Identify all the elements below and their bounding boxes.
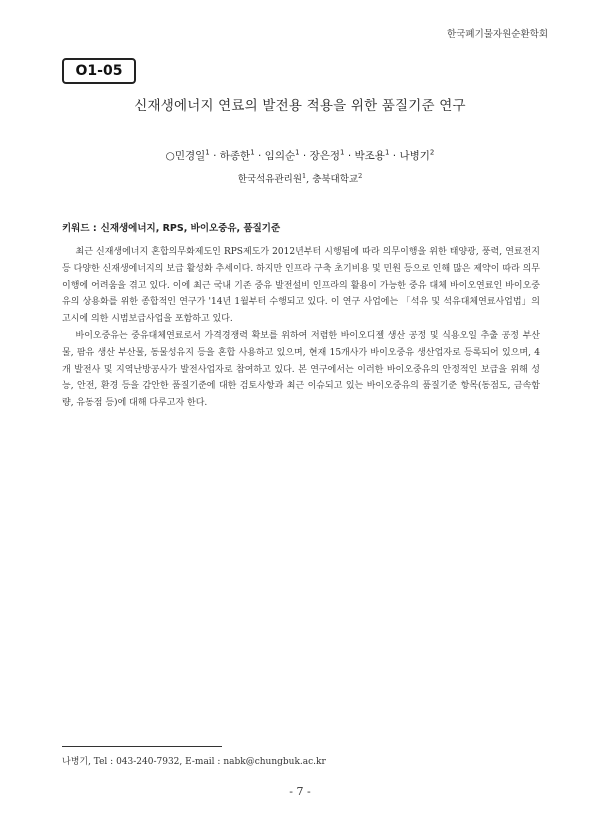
author-affil-mark: 1 <box>250 148 255 157</box>
affiliation-mark: 1 <box>302 171 307 180</box>
society-header: 한국폐기물자원순환학회 <box>447 29 548 40</box>
keywords-line <box>62 220 280 234</box>
abstract-paragraph: 바이오중유는 중유대체연료로서 가격경쟁력 확보를 위하여 저렴한 바이오디젤 생산 공정 및 식용오일 추출 공정 부산물, 팜유 생산 부산물, 동물성유지 등을 혼합 사용하고 있으며, 현재 15개사가 바이오중유 생산업자로 등록되어 있으며, 4개 발전사 및 지역난방공사가 발전사업자로 참여하고 있다. 본 연구에서는 이러한 바이오중유의 안정적인 보급을 위해 성능, 안전, 환경 등을 감안한 품질기준에 대한 검토사항과 최근 이슈되고 있는 바이오중유의 품질기준 항목(동점도, 금속함량, 유동점 등)에 대해 다루고자 한다. <box>62 330 540 409</box>
author-separator: · <box>389 150 400 162</box>
author-name: 박조용 <box>354 150 385 162</box>
author-name: 장은정 <box>309 150 341 162</box>
author-affil-mark: 1 <box>340 148 345 157</box>
author-name: 나병기 <box>399 150 430 162</box>
author-list <box>0 148 600 163</box>
abstract-paragraph: 최근 신재생에너지 혼합의무화제도인 RPS제도가 2012년부터 시행됨에 따라 의무이행을 위한 태양광, 풍력, 연료전지 등 다양한 신재생에너지의 보급 활성화 추세이다. 하지만 인프라 구축 초기비용 및 민원 등으로 인해 많은 제약이 따라 의무이행에 어려움을 겪고 있다. 이에 최근 국내 기존 중유 발전설비 인프라의 활용이 가능한 중유 대체 바이오연료인 바이오중유의 상용화를 위한 종합적인 연구가 '14년 1월부터 수행되고 있다. 이 연구 사업에는 「석유 및 석유대체연료사업법」의 고시에 의한 시범보급사업을 포함하고 있다. <box>62 247 540 325</box>
author-separator: · <box>209 150 220 162</box>
author-name: 하종한 <box>219 150 251 162</box>
author-affil-mark: 1 <box>295 148 300 157</box>
author-affil-mark: 1 <box>384 148 390 157</box>
author-name: 임의순 <box>264 150 296 162</box>
affiliation-mark: 2 <box>358 171 363 180</box>
affiliation-list <box>0 171 600 185</box>
keywords-text: 신재생에너지, RPS, 바이오중유, 품질기준 <box>100 223 281 234</box>
affiliation-separator: , <box>306 174 313 185</box>
affiliation-name: 충북대학교 <box>312 174 359 185</box>
paper-title: 신재생에너지 연료의 발전용 적용을 위한 품질기준 연구 <box>134 98 466 114</box>
author-affil-mark: 2 <box>429 148 435 157</box>
author-name: 민경일 <box>174 150 206 162</box>
author-separator: · <box>299 150 310 162</box>
author-affil-mark: 1 <box>205 148 210 157</box>
keywords-label: 키워드 : <box>62 223 97 234</box>
presenter-mark: ○ <box>165 150 175 162</box>
abstract-body <box>62 244 540 412</box>
page-number: - 7 - <box>289 785 311 798</box>
affiliation-name: 한국석유관리원 <box>237 174 303 185</box>
footnote-divider <box>62 746 222 747</box>
author-separator: · <box>344 150 355 162</box>
author-separator: · <box>254 150 265 162</box>
corresponding-author-footnote: 나병기, Tel : 043-240-7932, E-mail : nabk@chungbuk.ac.kr <box>62 757 326 767</box>
session-code-badge: O1-05 <box>62 58 136 84</box>
